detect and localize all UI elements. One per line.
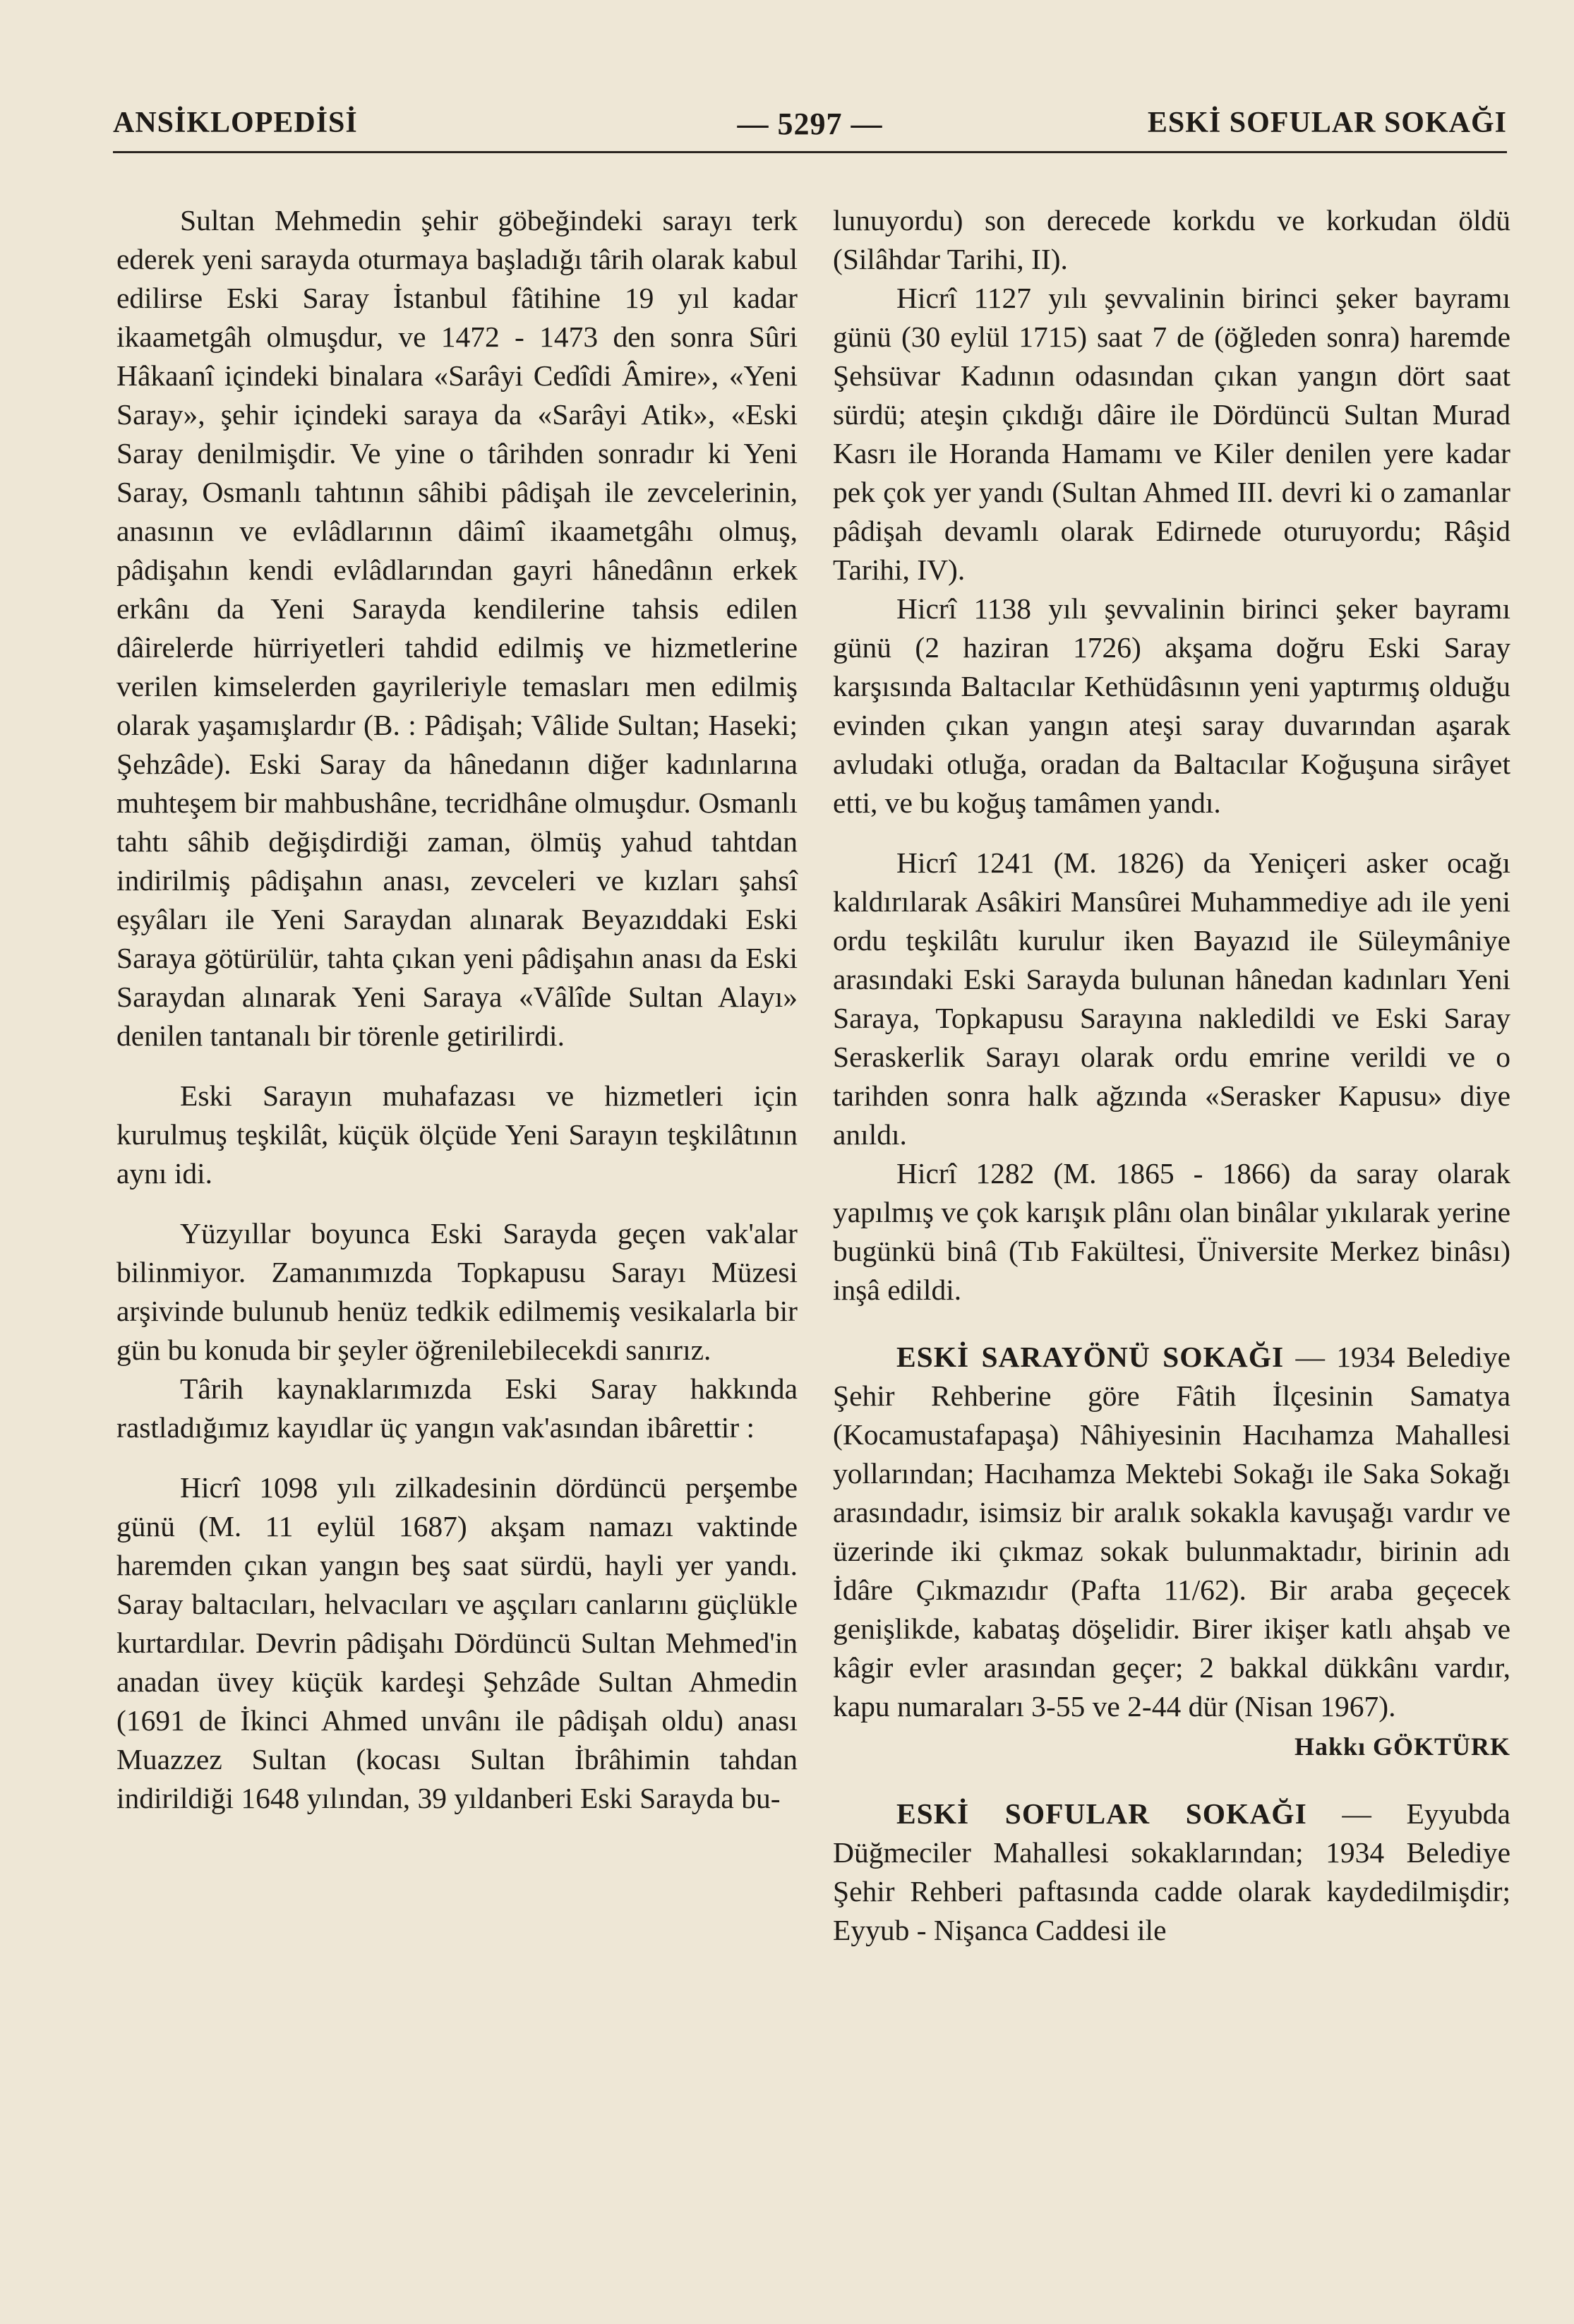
paragraph: Eski Sarayın muhafazası ve hizmetleri için kurulmuş teşkilât, küçük ölçüde Yeni Sarayın teşkilâtının aynı idi.	[116, 1079, 798, 1190]
paragraph: Yüzyıllar boyunca Eski Sarayda geçen vak'alar bilinmiyor. Zamanımızda Topkapusu Sarayı Müzesi arşivinde bulunub henüz tedkik edilmemiş vesikalarla bir gün bu konuda bir şeyler öğrenilebilecekdi sanırız.	[116, 1217, 798, 1366]
header-left-title: ANSİKLOPEDİSİ	[113, 107, 358, 139]
header-right-title: ESKİ SOFULAR SOKAĞI	[1147, 107, 1507, 139]
page-header	[113, 106, 1507, 155]
entry-eski-sofular	[833, 1795, 1510, 1950]
left-column	[116, 201, 798, 1818]
paragraph: Hicrî 1098 yılı zilkadesinin dördüncü perşembe günü (M. 11 eylül 1687) akşam namazı vaktinde haremden çıkan yangın beş saat sürdü, hayli yer yandı. Saray baltacıları, helvacıları ve aşçıları canlarını güçlükle kurtardılar. Devrin pâdişahı Dördüncü Sultan Mehmed'in anadan üvey küçük kardeşi Şehzâde Sultan Ahmedin (1691 de İkinci Ahmed unvânı ile pâdişah oldu) anası Muazzez Sultan (kocası Sultan İbrâhimin tahdan indirildiği 1648 yılından, 39 yıldanberi Eski Sarayda bu-	[116, 1471, 798, 1814]
entry-text: — Eyyubda Düğmeciler Mahallesi sokaklarından; 1934 Belediye Şehir Rehberi paftasında cadde olarak kaydedilmişdir; Eyyub - Nişanca Caddesi ile	[833, 1797, 1510, 1946]
paragraph: Târih kaynaklarımızda Eski Saray hakkında rastladığımız kayıdlar üç yangın vak'asından ibârettir :	[116, 1372, 798, 1444]
spacer	[833, 822, 1510, 844]
paragraph: Hicrî 1241 (M. 1826) da Yeniçeri asker ocağı kaldırılarak Asâkiri Mansûrei Muhammediye adı ile yeni ordu teşkilâtı kurulur iken Bayazıd ile Süleymâniye arasındaki Eski Sarayda bulunan hânedan kadınları Yeni Saraya, Topkapusu Sarayına nakledildi ve Eski Saray Seraskerlik Sarayı olarak ordu emrine verildi ve o tarihden sonra halk ağzında «Serasker Kapusu» diye anıldı.	[833, 846, 1510, 1151]
paragraph: Hicrî 1138 yılı şevvalinin birinci şeker bayramı günü (2 haziran 1726) akşama doğru Eski Saray karşısında Baltacılar Kethüdâsının yeni yaptırmış olduğu evinden çıkan yangın ateşi saray duvarından aşarak avludaki otluğa, oradan da Baltacılar Koğuşuna sirâyet etti, ve bu koğuş tamâmen yandı.	[833, 592, 1510, 819]
page-number: — 5297 —	[737, 107, 883, 141]
spacer	[116, 1447, 798, 1468]
entry-title: ESKİ SOFULAR SOKAĞI	[896, 1797, 1307, 1830]
spacer	[833, 1310, 1510, 1338]
header-rule	[113, 151, 1507, 153]
entry-eski-sarayonu	[833, 1338, 1510, 1726]
paragraph: Sultan Mehmedin şehir göbeğindeki sarayı terk ederek yeni sarayda oturmaya başladığı târih olarak kabul edilirse Eski Saray İstanbul fâtihine 19 yıl kadar ikaametgâh olmuşdur, ve 1472 - 1473 den sonra Sûri Hâkaanî içindeki binalara «Sarâyi Cedîdi Âmire», «Yeni Saray», şehir içindeki saraya da «Sarâyi Atik», «Eski Saray denilmişdir. Ve yine o târihden sonradır ki Yeni Saray, Osmanlı tahtının sâhibi pâdişah ile zevcelerinin, anasının ve evlâdlarının dâimî ikaametgâhı olmuş, pâdişahın kendi evlâdlarından gayri hânedânın erkek erkânı da Yeni Sarayda kendilerine tahsis edilen dâirelerde hürriyetleri tahdid edilmiş ve hizmetlerine verilen kimselerden gayrileriyle temasları men edilmiş olarak yaşamışlardır (B. : Pâdişah; Vâlide Sultan; Haseki; Şehzâde). Eski Saray da hânedanın diğer kadınlarına muhteşem bir mahbushâne, tecridhâne olmuşdur. Osmanlı tahtı sâhib değişdirdiği zaman, ölmüş yahud tahtdan indirilmiş pâdişahın anası, zevceleri ve kızları şahsî eşyâları ile Yeni Saraydan alınarak Beyazıddaki Eski Saraya götürülür, tahta çıkan yeni pâdişahın anası da Eski Saraydan alınarak Yeni Saraya «Vâlîde Sultan Alayı» denilen tantanalı bir törenle getirilirdi.	[116, 204, 798, 1052]
entry-text: — 1934 Belediye Şehir Rehberine göre Fâtih İlçesinin Samatya (Kocamustafapaşa) Nâhiyesinin Hacıhamza Mahallesi yollarından; Hacıhamza Mektebi Sokağı ile Saka Sokağı arasındadır, isimsiz bir aralık sokakla kavuşağı vardır ve üzerinde iki çıkmaz sokak bulunmaktadır, birinin adı İdâre Çıkmazıdır (Pafta 11/62). Bir araba geçecek genişlikde, kabataş döşelidir. Birer ikişer katlı ahşab ve kâgir evler arasından geçer; 2 bakkal dükkânı vardır, kapu numaraları 3-55 ve 2-44 dür (Nisan 1967).	[833, 1341, 1511, 1723]
spacer	[116, 1193, 798, 1214]
entry-title: ESKİ SARAYÖNÜ SOKAĞI	[896, 1341, 1285, 1373]
spacer	[116, 1055, 798, 1077]
spacer	[833, 1766, 1510, 1795]
paragraph: Hicrî 1282 (M. 1865 - 1866) da saray olarak yapılmış ve çok karışık plânı olan binâlar yıkılarak yerine bugünkü binâ (Tıb Fakültesi, Üniversite Merkez binâsı) inşâ edildi.	[833, 1157, 1510, 1306]
right-column	[833, 201, 1510, 1950]
paragraph: lunuyordu) son derecede korkdu ve korkudan öldü (Silâhdar Tarihi, II).	[833, 204, 1510, 275]
author-signature: Hakkı GÖKTÜRK	[1294, 1732, 1510, 1761]
paragraph: Hicrî 1127 yılı şevvalinin birinci şeker bayramı günü (30 eylül 1715) saat 7 de (öğleden sonra) haremde Şehsüvar Kadının odasından çıkan yangın dört saat sürdü; ateşin çıkdığı dâire ile Dördüncü Sultan Murad Kasrı ile Horanda Hamamı ve Kiler denilen yere kadar pek çok yer yandı (Sultan Ahmed III. devri ki o zamanlar pâdişah devamlı olarak Edirnede oturuyordu; Râşid Tarihi, IV).	[833, 282, 1510, 586]
